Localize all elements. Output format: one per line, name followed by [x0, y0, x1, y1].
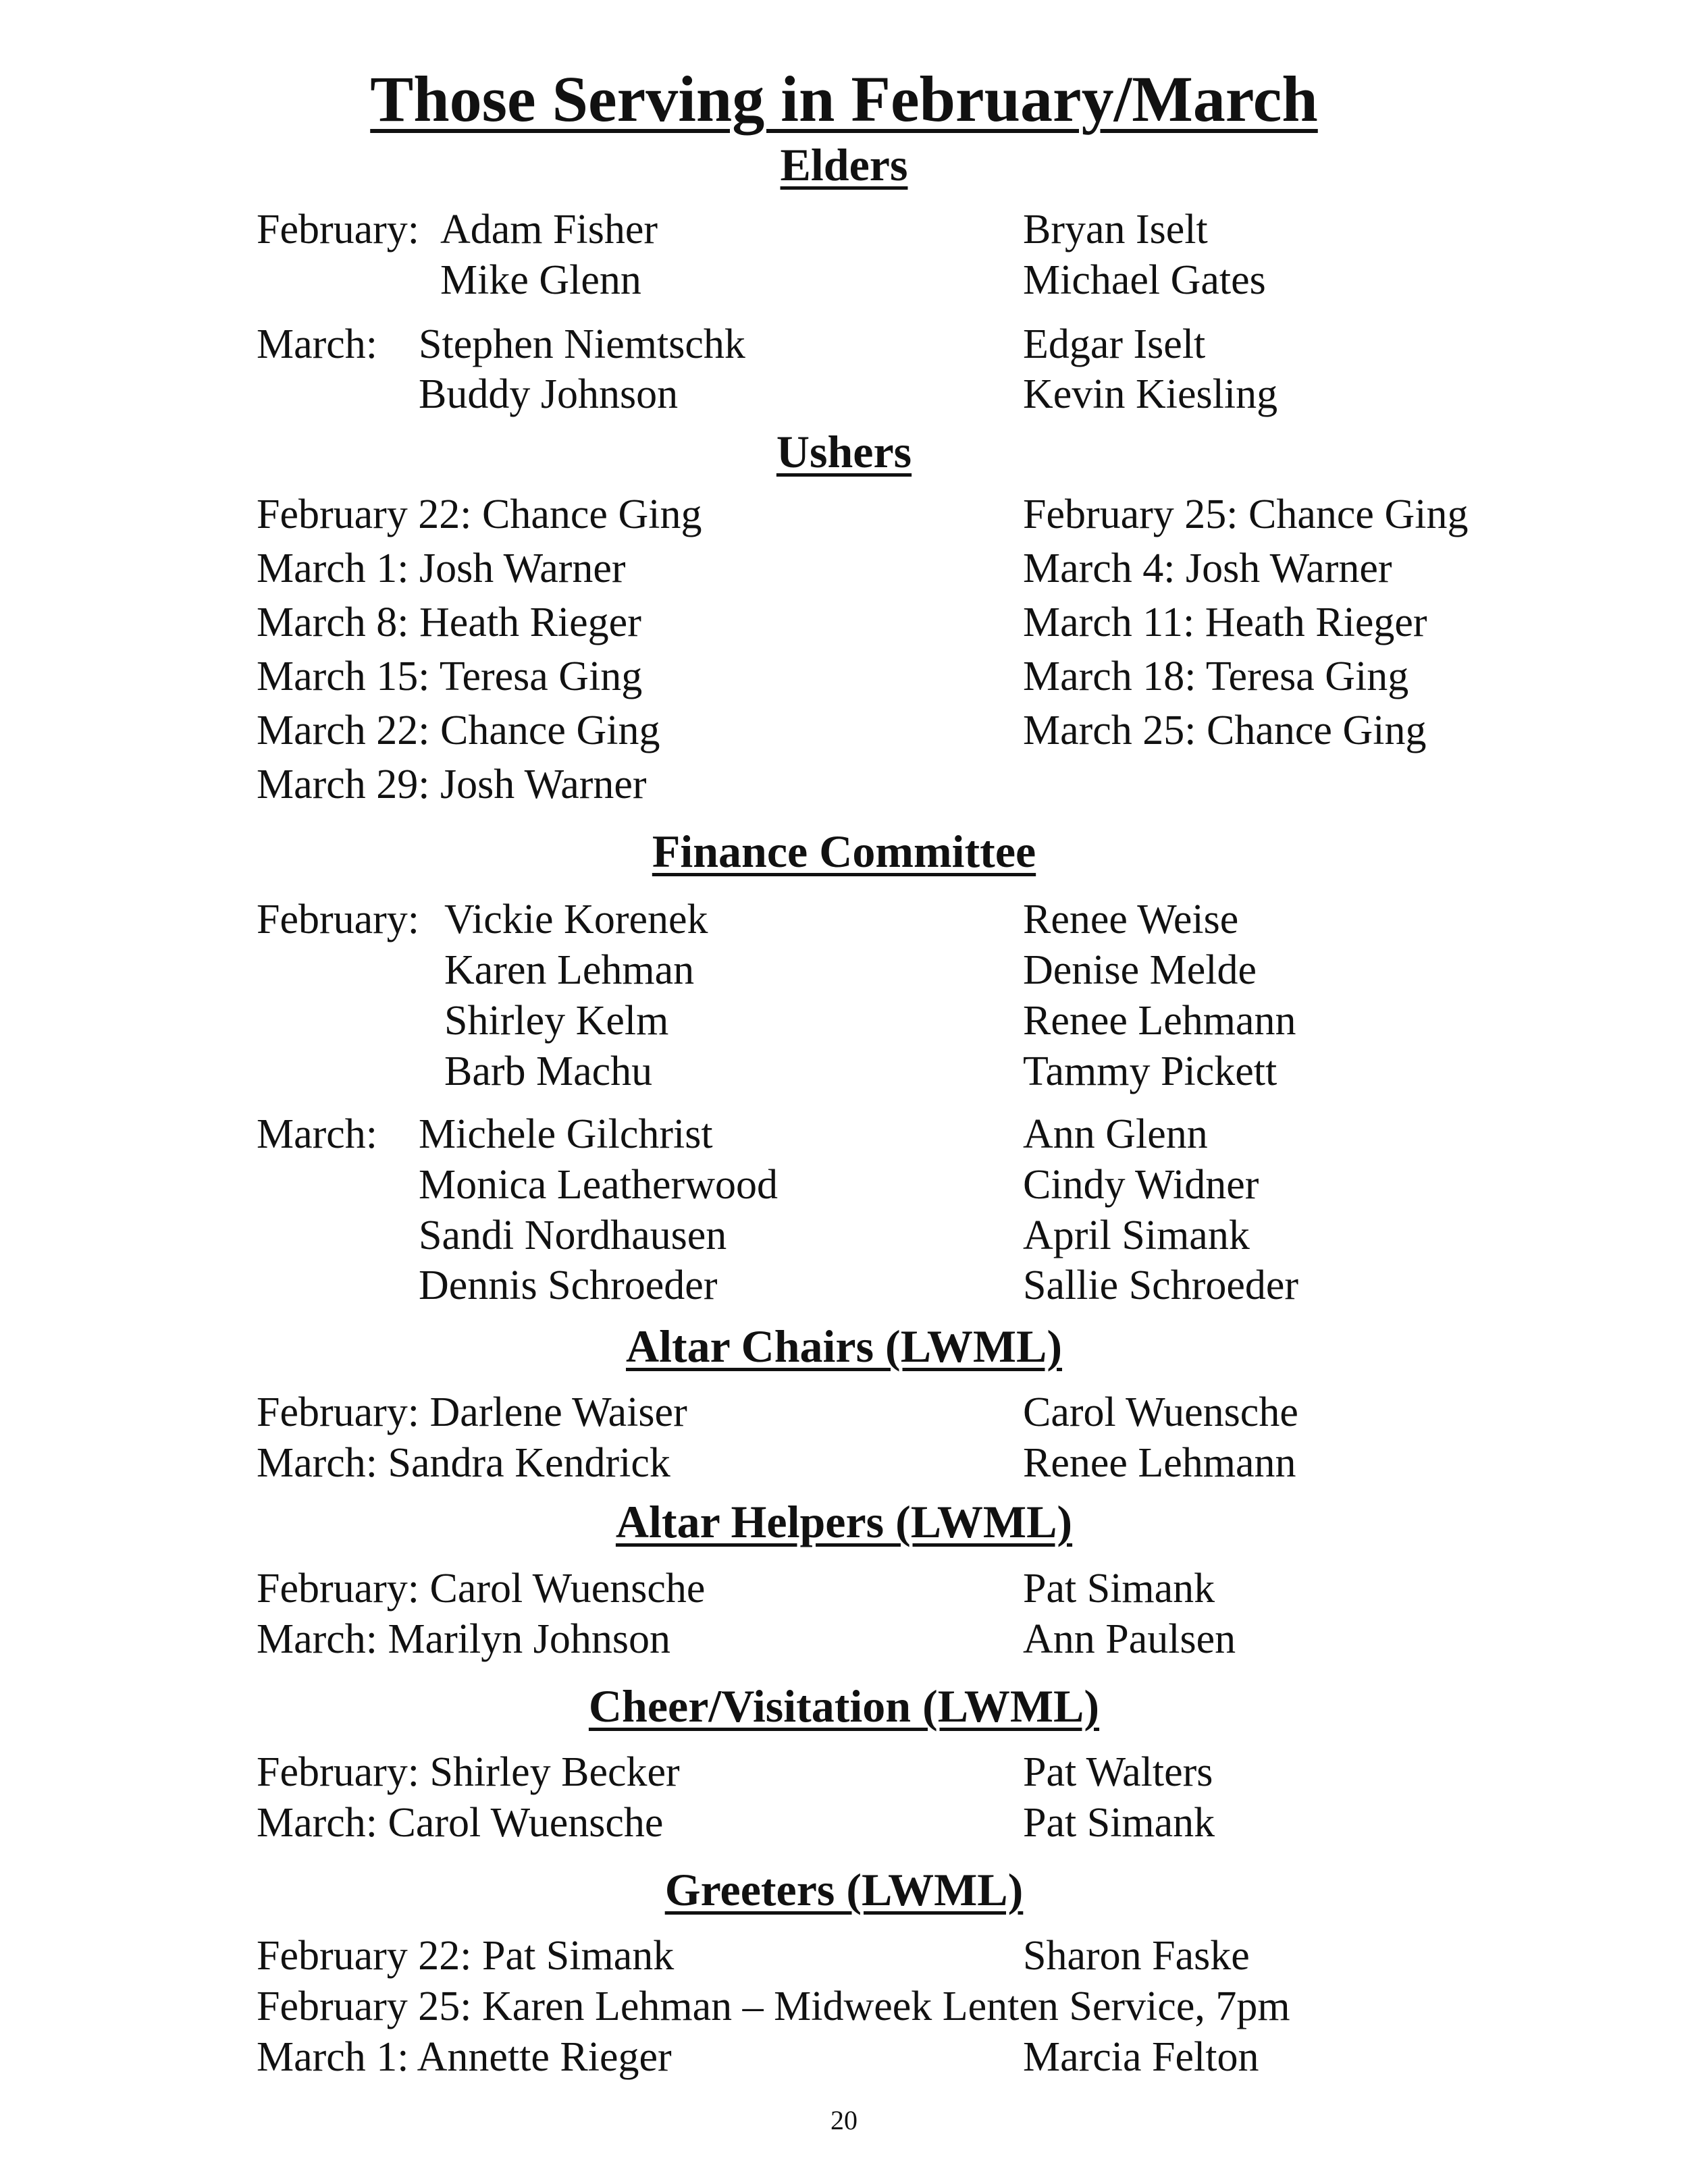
elders-heading: Elders [780, 139, 908, 190]
greeter-entry: February 25: Karen Lehman – Midweek Lenten Service, 7pm [257, 1983, 1290, 2029]
page-number: 20 [830, 2105, 858, 2135]
usher-entry: March 29: Josh Warner [257, 762, 647, 807]
usher-entry: March 1: Josh Warner [257, 545, 626, 591]
elders-march-label: March: [257, 321, 378, 367]
altar-chairs-entry: Renee Lehmann [1023, 1440, 1296, 1486]
elders-march-name: Buddy Johnson [419, 371, 679, 417]
page-title: Those Serving in February/March [370, 63, 1318, 135]
finance-march-name: Cindy Widner [1023, 1162, 1259, 1208]
elders-march-name: Kevin Kiesling [1023, 371, 1278, 417]
finance-february-name: Vickie Korenek [444, 897, 708, 942]
altar-chairs-entry: February: Darlene Waiser [257, 1389, 687, 1435]
finance-march-name: Ann Glenn [1023, 1111, 1208, 1157]
elders-february-name: Mike Glenn [440, 257, 641, 303]
greeter-entry: February 22: Pat Simank [257, 1933, 675, 1979]
usher-entry: February 25: Chance Ging [1023, 491, 1469, 537]
finance-february-name: Tammy Pickett [1023, 1048, 1277, 1094]
cheer-visitation-entry: February: Shirley Becker [257, 1749, 680, 1795]
finance-march-name: Sandi Nordhausen [419, 1213, 727, 1258]
usher-entry: March 18: Teresa Ging [1023, 654, 1409, 699]
finance-march-name: Sallie Schroeder [1023, 1262, 1299, 1308]
cheer-visitation-entry: March: Carol Wuensche [257, 1800, 664, 1846]
finance-march-name: Dennis Schroeder [419, 1262, 718, 1308]
greeter-entry: Marcia Felton [1023, 2034, 1259, 2080]
altar-chairs-entry: March: Sandra Kendrick [257, 1440, 670, 1486]
altar-helpers-heading: Altar Helpers (LWML) [615, 1496, 1073, 1547]
finance-march-label: March: [257, 1111, 378, 1157]
usher-entry: March 15: Teresa Ging [257, 654, 643, 699]
finance-committee-heading: Finance Committee [652, 826, 1036, 877]
finance-february-name: Barb Machu [444, 1048, 653, 1094]
usher-entry: March 11: Heath Rieger [1023, 600, 1427, 645]
elders-march-name: Stephen Niemtschk [419, 321, 745, 367]
finance-february-name: Karen Lehman [444, 947, 695, 993]
usher-entry: March 8: Heath Rieger [257, 600, 641, 645]
cheer-visitation-heading: Cheer/Visitation (LWML) [588, 1680, 1100, 1732]
usher-entry: March 4: Josh Warner [1023, 545, 1392, 591]
altar-helpers-entry: March: Marilyn Johnson [257, 1616, 671, 1662]
finance-february-name: Denise Melde [1023, 947, 1257, 993]
elders-february-name: Michael Gates [1023, 257, 1266, 303]
finance-february-name: Renee Lehmann [1023, 998, 1296, 1044]
elders-february-label: February: [257, 207, 420, 252]
cheer-visitation-entry: Pat Simank [1023, 1800, 1215, 1846]
finance-february-name: Renee Weise [1023, 897, 1239, 942]
usher-entry: March 22: Chance Ging [257, 708, 660, 753]
usher-entry: March 25: Chance Ging [1023, 708, 1427, 753]
finance-february-label: February: [257, 897, 420, 942]
altar-helpers-entry: Pat Simank [1023, 1566, 1215, 1612]
ushers-heading: Ushers [776, 426, 912, 477]
elders-february-name: Bryan Iselt [1023, 207, 1208, 252]
finance-march-name: April Simank [1023, 1213, 1250, 1258]
finance-february-name: Shirley Kelm [444, 998, 669, 1044]
greeter-entry: March 1: Annette Rieger [257, 2034, 672, 2080]
greeter-entry: Sharon Faske [1023, 1933, 1250, 1979]
finance-march-name: Monica Leatherwood [419, 1162, 778, 1208]
elders-march-name: Edgar Iselt [1023, 321, 1206, 367]
altar-chairs-entry: Carol Wuensche [1023, 1389, 1298, 1435]
cheer-visitation-entry: Pat Walters [1023, 1749, 1213, 1795]
altar-helpers-entry: Ann Paulsen [1023, 1616, 1236, 1662]
altar-helpers-entry: February: Carol Wuensche [257, 1566, 706, 1612]
finance-march-name: Michele Gilchrist [419, 1111, 713, 1157]
elders-february-name: Adam Fisher [440, 207, 658, 252]
altar-chairs-heading: Altar Chairs (LWML) [626, 1321, 1062, 1372]
usher-entry: February 22: Chance Ging [257, 491, 702, 537]
greeters-heading: Greeters (LWML) [664, 1864, 1024, 1915]
